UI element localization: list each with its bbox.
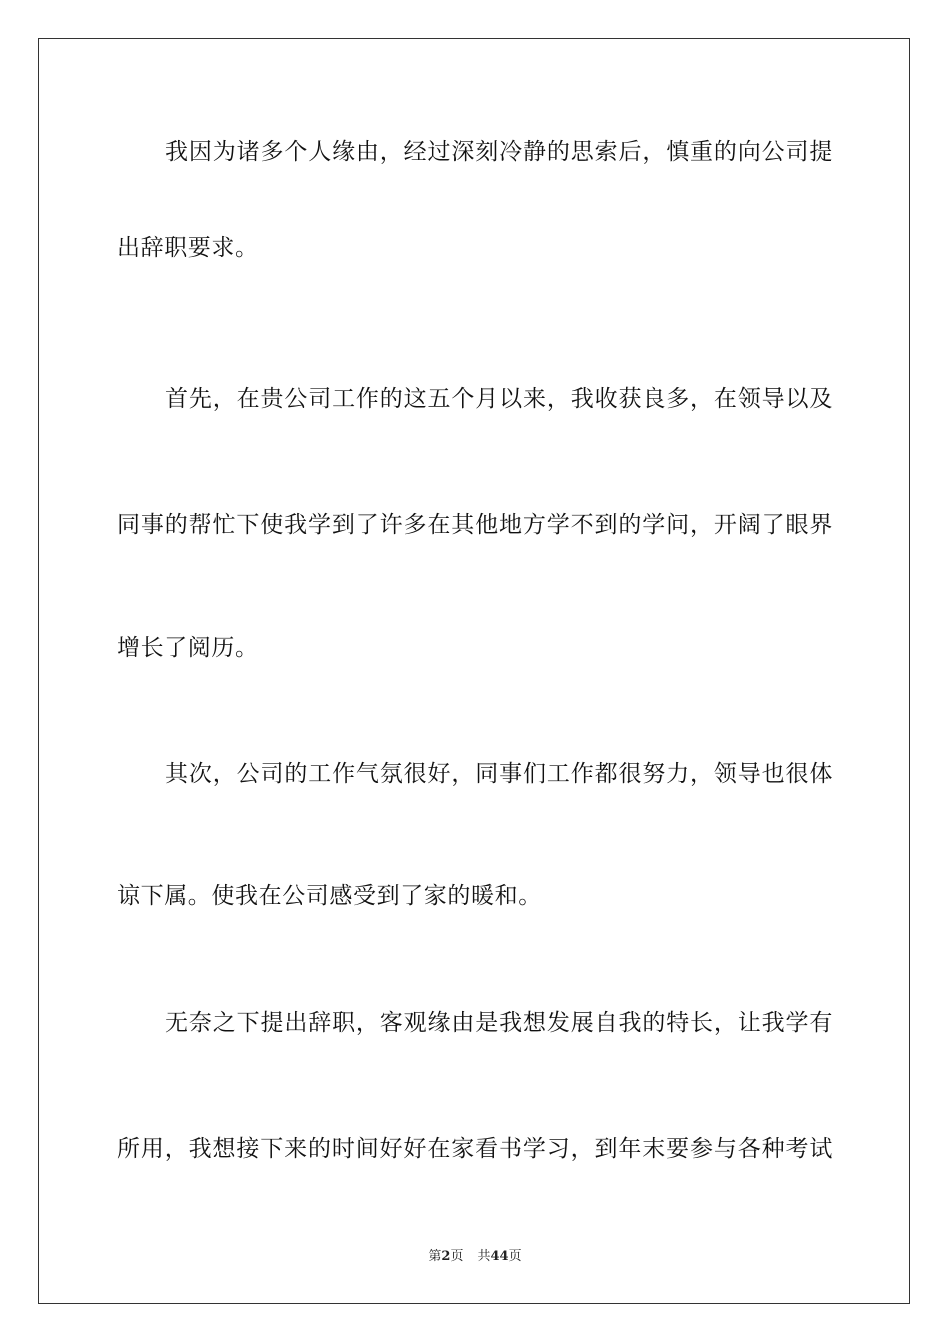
page-footer [0, 1248, 950, 1266]
page-prefix: 第 [428, 1249, 442, 1264]
page-border [38, 38, 910, 1304]
paragraph-4-line-1: 无奈之下提出辞职，客观缘由是我想发展自我的特长，让我学有 [165, 1010, 833, 1036]
page-number: 2 [441, 1249, 451, 1264]
page-suffix: 页 [450, 1249, 464, 1264]
total-prefix: 共 [477, 1249, 491, 1264]
total-pages: 44 [490, 1249, 509, 1264]
paragraph-2-line-1: 首先，在贵公司工作的这五个月以来，我收获良多，在领导以及 [165, 386, 833, 412]
paragraph-2-line-3: 增长了阅历。 [117, 635, 259, 661]
paragraph-2-line-2: 同事的帮忙下使我学到了许多在其他地方学不到的学问，开阔了眼界 [117, 512, 833, 538]
paragraph-1-line-2: 出辞职要求。 [117, 235, 259, 261]
paragraph-4-line-2: 所用，我想接下来的时间好好在家看书学习，到年末要参与各种考试 [117, 1136, 833, 1162]
paragraph-3-line-2: 谅下属。使我在公司感受到了家的暖和。 [117, 883, 542, 909]
paragraph-3-line-1: 其次，公司的工作气氛很好，同事们工作都很努力，领导也很体 [165, 761, 833, 787]
total-suffix: 页 [508, 1249, 522, 1264]
paragraph-1-line-1: 我因为诸多个人缘由，经过深刻冷静的思索后，慎重的向公司提 [165, 139, 833, 165]
